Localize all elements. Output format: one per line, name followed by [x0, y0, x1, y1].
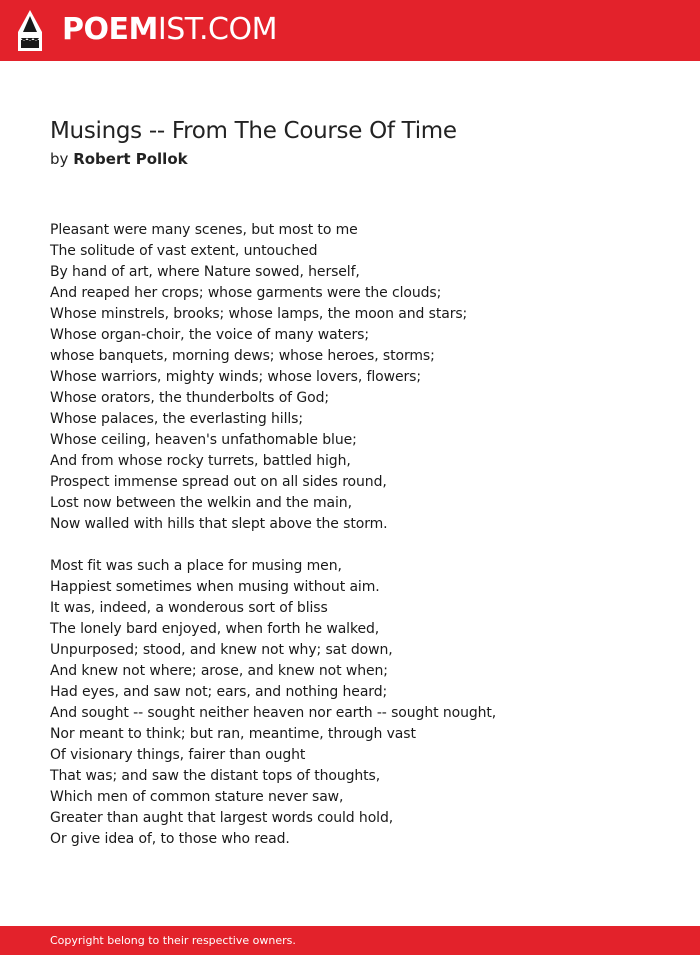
poem-line: Now walled with hills that slept above the storm.	[50, 516, 388, 532]
poem-body	[50, 220, 670, 871]
poem-stanza	[50, 556, 670, 850]
poem-line: That was; and saw the distant tops of thoughts,	[50, 768, 381, 784]
poem-line: Nor meant to think; but ran, meantime, through vast	[50, 726, 416, 742]
site-logo[interactable]	[62, 12, 277, 48]
poem-line: Pleasant were many scenes, but most to me	[50, 222, 358, 238]
poem-line: The solitude of vast extent, untouched	[50, 243, 318, 259]
copyright-notice: Copyright belong to their respective owners.	[50, 934, 296, 947]
poem-line: Whose ceiling, heaven's unfathomable blue;	[50, 432, 357, 448]
site-header	[0, 0, 700, 61]
poem-line: Happiest sometimes when musing without aim.	[50, 579, 380, 595]
poem-line: Whose minstrels, brooks; whose lamps, the moon and stars;	[50, 306, 468, 322]
poem-line: Prospect immense spread out on all sides round,	[50, 474, 387, 490]
poem-line: whose banquets, morning dews; whose heroes, storms;	[50, 348, 435, 364]
poem-line: Had eyes, and saw not; ears, and nothing heard;	[50, 684, 388, 700]
poem-line: And from whose rocky turrets, battled high,	[50, 453, 351, 469]
poem-line: Whose palaces, the everlasting hills;	[50, 411, 303, 427]
poem-line: Whose organ-choir, the voice of many waters;	[50, 327, 369, 343]
poem-line: Lost now between the welkin and the main,	[50, 495, 352, 511]
site-footer	[0, 926, 700, 955]
poem-line: It was, indeed, a wonderous sort of bliss	[50, 600, 328, 616]
poem-line: And reaped her crops; whose garments were the clouds;	[50, 285, 442, 301]
poem-title: Musings -- From The Course Of Time	[50, 118, 457, 144]
poem-line: Or give idea of, to those who read.	[50, 831, 290, 847]
byline	[50, 149, 188, 169]
poem-stanza	[50, 220, 670, 535]
logo-text-bold: POEM	[62, 12, 158, 47]
by-label: by	[50, 150, 69, 168]
poem-line: Greater than aught that largest words could hold,	[50, 810, 394, 826]
poem-line: Unpurposed; stood, and knew not why; sat down,	[50, 642, 393, 658]
poem-line: The lonely bard enjoyed, when forth he walked,	[50, 621, 380, 637]
poem-line: Which men of common stature never saw,	[50, 789, 344, 805]
logo-text-light: IST.COM	[157, 12, 277, 47]
poem-line: Whose warriors, mighty winds; whose lovers, flowers;	[50, 369, 421, 385]
pencil-tip-icon	[18, 10, 42, 51]
poem-line: Most fit was such a place for musing men,	[50, 558, 342, 574]
poem-line: And knew not where; arose, and knew not when;	[50, 663, 388, 679]
poem-line: Of visionary things, fairer than ought	[50, 747, 306, 763]
author-name: Robert Pollok	[73, 150, 188, 168]
poem-line: And sought -- sought neither heaven nor earth -- sought nought,	[50, 705, 497, 721]
poem-line: By hand of art, where Nature sowed, herself,	[50, 264, 360, 280]
poem-line: Whose orators, the thunderbolts of God;	[50, 390, 329, 406]
